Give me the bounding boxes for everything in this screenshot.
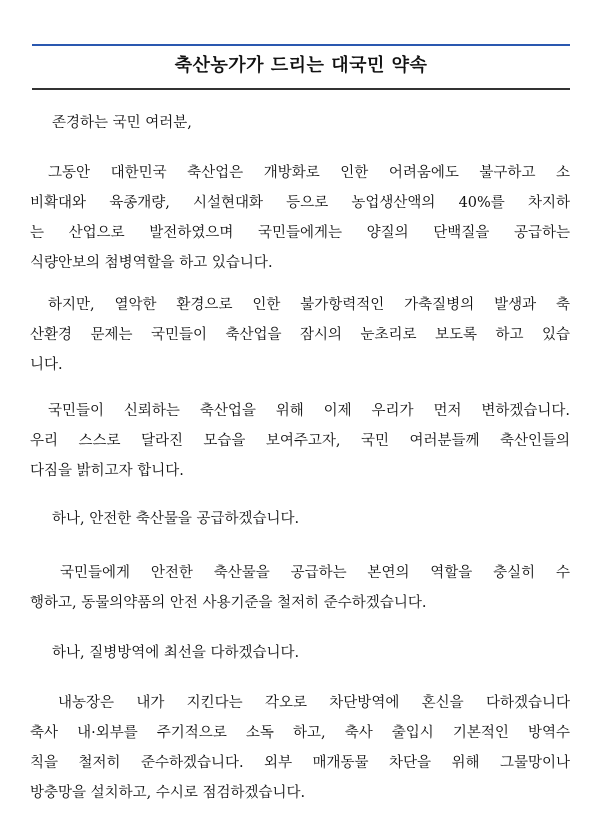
- pledge-body-disease-prevention: [30, 688, 570, 808]
- paragraph-line: 행하고, 동물의약품의 안전 사용기준을 철저히 준수하겠습니다.: [30, 595, 427, 611]
- document-title: 축산농가가 드리는 대국민 약속: [174, 55, 428, 76]
- paragraph-line: 방충망을 설치하고, 수시로 점검하겠습니다.: [30, 785, 306, 801]
- paragraph-line: 내농장은 내가 지킨다는 각오로 차단방역에 혼신을 다하겠습니다: [58, 695, 570, 711]
- paragraph-line: 비확대와 육종개량, 시설현대화 등으로 농업생산액의 40%를 차지하: [30, 195, 570, 211]
- pledge-heading: 하나, 안전한 축산물을 공급하겠습니다.: [52, 511, 300, 527]
- paragraph-line: 산환경 문제는 국민들이 축산업을 잠시의 눈초리로 보도록 하고 있습: [30, 327, 570, 343]
- paragraph-line: 하지만, 열악한 환경으로 인한 불가항력적인 가축질병의 발생과 축: [48, 297, 570, 313]
- paragraph-however: [30, 290, 570, 380]
- paragraph-line: 칙을 철저히 준수하겠습니다. 외부 매개동물 차단을 위해 그물망이나: [30, 755, 570, 771]
- salutation-paragraph: [30, 108, 570, 138]
- paragraph-line: 국민들이 신뢰하는 축산업을 위해 이제 우리가 먼저 변하겠습니다.: [48, 403, 570, 419]
- title-bottom-rule: [32, 88, 570, 90]
- paragraph-line: 식량안보의 첨병역할을 하고 있습니다.: [30, 255, 273, 271]
- paragraph-line: 다짐을 밝히고자 합니다.: [30, 463, 184, 479]
- pledge-heading-safe-products: [30, 504, 570, 534]
- pledge-body-safe-products: [30, 558, 570, 618]
- pledge-heading: 하나, 질병방역에 최선을 다하겠습니다.: [52, 645, 300, 661]
- paragraph-line: 그동안 대한민국 축산업은 개방화로 인한 어려움에도 불구하고 소: [48, 165, 570, 181]
- pledge-heading-disease-prevention: [30, 638, 570, 668]
- salutation-line: 존경하는 국민 여러분,: [52, 115, 192, 131]
- paragraph-line: 축사 내·외부를 주기적으로 소독 하고, 축사 출입시 기본적인 방역수: [30, 725, 570, 741]
- paragraph-commitment: [30, 396, 570, 486]
- paragraph-intro: [30, 158, 570, 278]
- paragraph-line: 국민들에게 안전한 축산물을 공급하는 본연의 역할을 충실히 수: [60, 565, 570, 581]
- paragraph-line: 니다.: [30, 357, 63, 373]
- paragraph-line: 우리 스스로 달라진 모습을 보여주고자, 국민 여러분들께 축산인들의: [30, 433, 570, 449]
- paragraph-line: 는 산업으로 발전하였으며 국민들에게는 양질의 단백질을 공급하는: [30, 225, 570, 241]
